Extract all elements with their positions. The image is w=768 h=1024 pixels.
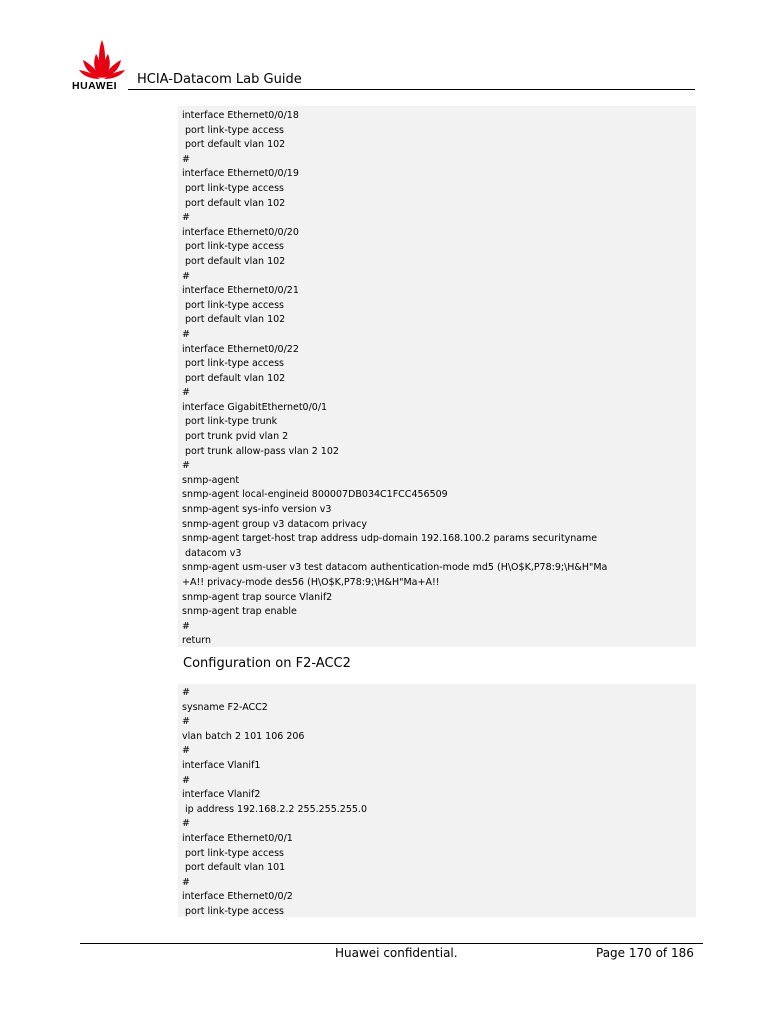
code-line: vlan batch 2 101 106 206 [182, 730, 305, 742]
footer-confidential: Huawei confidential. [335, 946, 458, 960]
code-line: port default vlan 102 [182, 314, 286, 326]
code-line: +A!! privacy-mode des56 (H\O$K,P78:9;\H&H"Ma+A!! [182, 577, 440, 588]
code-line: snmp-agent local-engineid 800007DB034C1FCC456509 [182, 489, 448, 501]
code-line: snmp-agent sys-info version v3 [182, 504, 332, 516]
code-line: snmp-agent usm-user v3 test datacom authentication-mode md5 (H\O$K,P78:9;\H&H"Ma [182, 562, 608, 574]
code-line: port link-type access [182, 241, 284, 253]
code-line: port default vlan 101 [182, 862, 286, 874]
config-code-block-1 [178, 106, 696, 647]
code-line: datacom v3 [182, 547, 242, 559]
code-line: port link-type access [182, 847, 284, 859]
config-code-block-2 [178, 684, 696, 917]
huawei-logo [70, 38, 132, 90]
code-line: ip address 192.168.2.2 255.255.255.0 [182, 803, 367, 815]
code-line: port link-type access [182, 905, 284, 917]
code-line: port trunk allow-pass vlan 2 102 [182, 445, 339, 457]
code-line: # [182, 620, 190, 632]
code-line: # [182, 153, 190, 165]
section-heading: Configuration on F2-ACC2 [183, 656, 351, 671]
header-divider [128, 89, 695, 90]
code-line: snmp-agent [182, 474, 240, 486]
code-line: interface GigabitEthernet0/0/1 [182, 401, 328, 413]
code-line: # [182, 876, 190, 888]
code-line: port trunk pvid vlan 2 [182, 431, 289, 443]
code-line: interface Ethernet0/0/22 [182, 343, 299, 355]
footer-divider [80, 943, 703, 944]
code-line: # [182, 818, 190, 830]
code-line: port link-type trunk [182, 416, 278, 428]
code-line: sysname F2-ACC2 [182, 701, 268, 713]
code-line: # [182, 745, 190, 757]
code-line: snmp-agent trap enable [182, 606, 297, 618]
code-line: # [182, 460, 190, 472]
code-line: interface Vlanif2 [182, 789, 261, 801]
code-line: interface Ethernet0/0/20 [182, 226, 299, 238]
page-number: Page 170 of 186 [596, 946, 694, 960]
code-line: port link-type access [182, 182, 284, 194]
code-line: snmp-agent trap source Vlanif2 [182, 591, 333, 603]
document-title: HCIA-Datacom Lab Guide [137, 72, 302, 87]
code-line: interface Ethernet0/0/21 [182, 285, 299, 297]
code-line: snmp-agent group v3 datacom privacy [182, 518, 368, 530]
code-line: interface Ethernet0/0/1 [182, 832, 293, 844]
code-line: # [182, 387, 190, 399]
code-line: port link-type access [182, 124, 284, 136]
code-line: port default vlan 102 [182, 255, 286, 267]
code-line: # [182, 328, 190, 340]
code-line: # [182, 212, 190, 224]
code-line: return [182, 635, 212, 647]
code-line: port default vlan 102 [182, 139, 286, 151]
logo-text: HUAWEI [72, 80, 117, 92]
code-line: # [182, 716, 190, 728]
code-line: # [182, 687, 190, 698]
code-line: snmp-agent target-host trap address udp-domain 192.168.100.2 params securityname [182, 533, 598, 545]
code-line: port link-type access [182, 358, 284, 370]
code-line: interface Ethernet0/0/19 [182, 168, 299, 180]
huawei-petal-logo-icon [78, 38, 126, 80]
code-line: interface Ethernet0/0/18 [182, 110, 299, 121]
code-line: port default vlan 102 [182, 197, 286, 209]
code-line: # [182, 270, 190, 282]
code-line: interface Ethernet0/0/2 [182, 891, 293, 903]
code-line: interface Vlanif1 [182, 759, 261, 771]
code-line: # [182, 774, 190, 786]
code-line: port link-type access [182, 299, 284, 311]
code-line: port default vlan 102 [182, 372, 286, 384]
